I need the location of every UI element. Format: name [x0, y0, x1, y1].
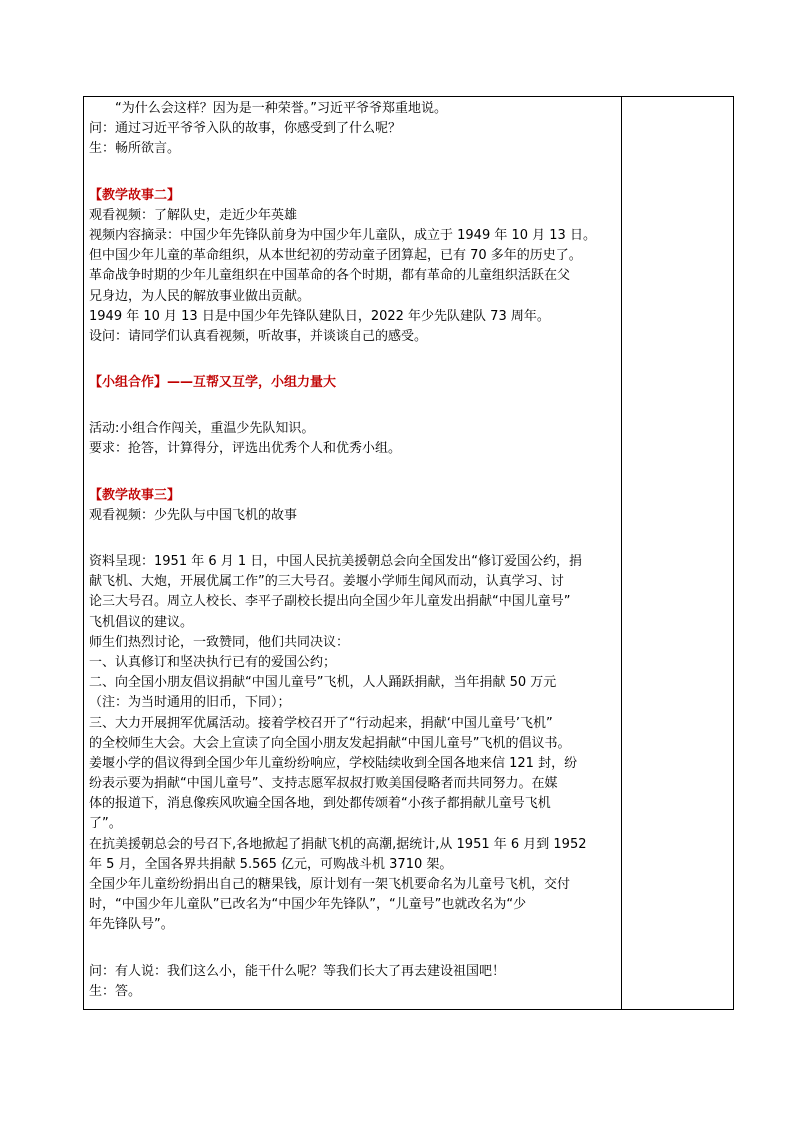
text-line: 师生们热烈讨论，一致赞同，他们共同决议：: [89, 634, 350, 650]
section-heading-group-work: 【小组合作】——互帮又互学，小组力量大: [89, 375, 337, 391]
text-line: 姜堰小学的倡议得到全国少年儿童纷纷响应，学校陆续收到全国各地来信 121 封，纷: [89, 755, 578, 771]
text-line: 了”。: [89, 816, 122, 832]
text-line: 二、向全国小朋友倡议捐献“中国儿童号”飞机，人人踊跃捐献，当年捐献 50 万元: [89, 675, 557, 691]
text-line: 体的报道下，消息像疾风吹遍全国各地，到处都传颂着“小孩子都捐献儿童号飞机: [89, 796, 551, 812]
spacer: [89, 347, 617, 373]
text-line: 观看视频：少先队与中国飞机的故事: [89, 507, 298, 523]
text-line: 设问：请同学们认真看视频，听故事，并谈谈自己的感受。: [89, 328, 428, 344]
text-line: 生：畅所欲言。: [89, 141, 181, 157]
text-line: 要求：抢答，计算得分，评选出优秀个人和优秀小组。: [89, 441, 402, 457]
lesson-table: [83, 96, 734, 1010]
notes-cell: [622, 97, 733, 1009]
text-line: 全国少年儿童纷纷捐出自己的糖果钱，原计划有一架飞机要命名为儿童号飞机，交付: [89, 877, 571, 892]
text-line: 的全校师生大会。大会上宣读了向全国小朋友发起捐献“中国儿童号”飞机的倡议书。: [89, 735, 571, 751]
text-line: 在抗美援朝总会的号召下,各地掀起了捐献飞机的高潮,据统计,从 1951 年 6 月到 1952: [89, 836, 587, 852]
lesson-content-cell: [89, 99, 617, 1002]
text-line: 论三大号召。周立人校长、李平子副校长提出向全国少年儿童发出捐献“中国儿童号”: [89, 594, 571, 610]
text-line: 时，“中国少年儿童队”已改名为“中国少年先锋队”，“儿童号”也就改名为“少: [89, 897, 527, 913]
text-line: 一、认真修订和坚决执行已有的爱国公约；: [89, 654, 337, 670]
text-line: 1949 年 10 月 13 日是中国少年先锋队建队日，2022 年少先队建队 73 周年。: [89, 308, 550, 324]
text-line: 献飞机、大炮，开展优属工作”的三大号召。姜堰小学师生闻风而动，认真学习、讨: [89, 574, 564, 590]
section-heading-story-two: 【教学故事二】: [89, 187, 181, 203]
text-line: 问：通过习近平爷爷入队的故事，你感受到了什么呢？: [89, 121, 402, 137]
text-line: 观看视频：了解队史，走近少年英雄: [89, 207, 298, 223]
text-line: 飞机倡议的建议。: [89, 614, 194, 630]
text-line: 兄身边，为人民的解放事业做出贡献。: [89, 288, 311, 304]
text-line: 问：有人说：我们这么小，能干什么呢？等我们长大了再去建设祖国吧！: [89, 963, 506, 979]
spacer: [89, 460, 617, 486]
text-line: 年先锋队号”。: [89, 917, 174, 933]
text-line: （注：为当时通用的旧币，下同）；: [89, 695, 291, 711]
text-line: 年 5 月，全国各界共捐献 5.565 亿元，可购战斗机 3710 架。: [89, 856, 453, 872]
spacer: [89, 160, 617, 186]
text-line: 革命战争时期的少年儿童组织在中国革命的各个时期，都有革命的儿童组织活跃在父: [89, 268, 571, 284]
text-line: 三、大力开展拥军优属活动。接着学校召开了“行动起来，捐献‘中国儿童号’飞机”: [89, 715, 553, 731]
spacer: [89, 393, 617, 419]
section-heading-story-three: 【教学故事三】: [89, 487, 181, 503]
text-line: 纷表示要为捐献“中国儿童号”、支持志愿军叔叔打败美国侵略者而共同努力。在媒: [89, 776, 558, 792]
text-line: 但中国少年儿童的革命组织，从本世纪初的劳动童子团算起，已有 70 多年的历史了。: [89, 248, 582, 264]
text-line: “为什么会这样？因为是一种荣誉。”习近平爷爷郑重地说。: [115, 101, 447, 116]
spacer: [89, 526, 617, 552]
text-line: 视频内容摘录：中国少年先锋队前身为中国少年儿童队，成立于 1949 年 10 月 13 日。: [89, 227, 596, 243]
spacer: [89, 936, 617, 962]
text-line: 活动:小组合作闯关，重温少先队知识。: [89, 421, 315, 437]
text-line: 资料呈现：1951 年 6 月 1 日，中国人民抗美援朝总会向全国发出“修订爱国公约，捐: [89, 554, 583, 569]
text-line: 生：答。: [89, 983, 142, 999]
